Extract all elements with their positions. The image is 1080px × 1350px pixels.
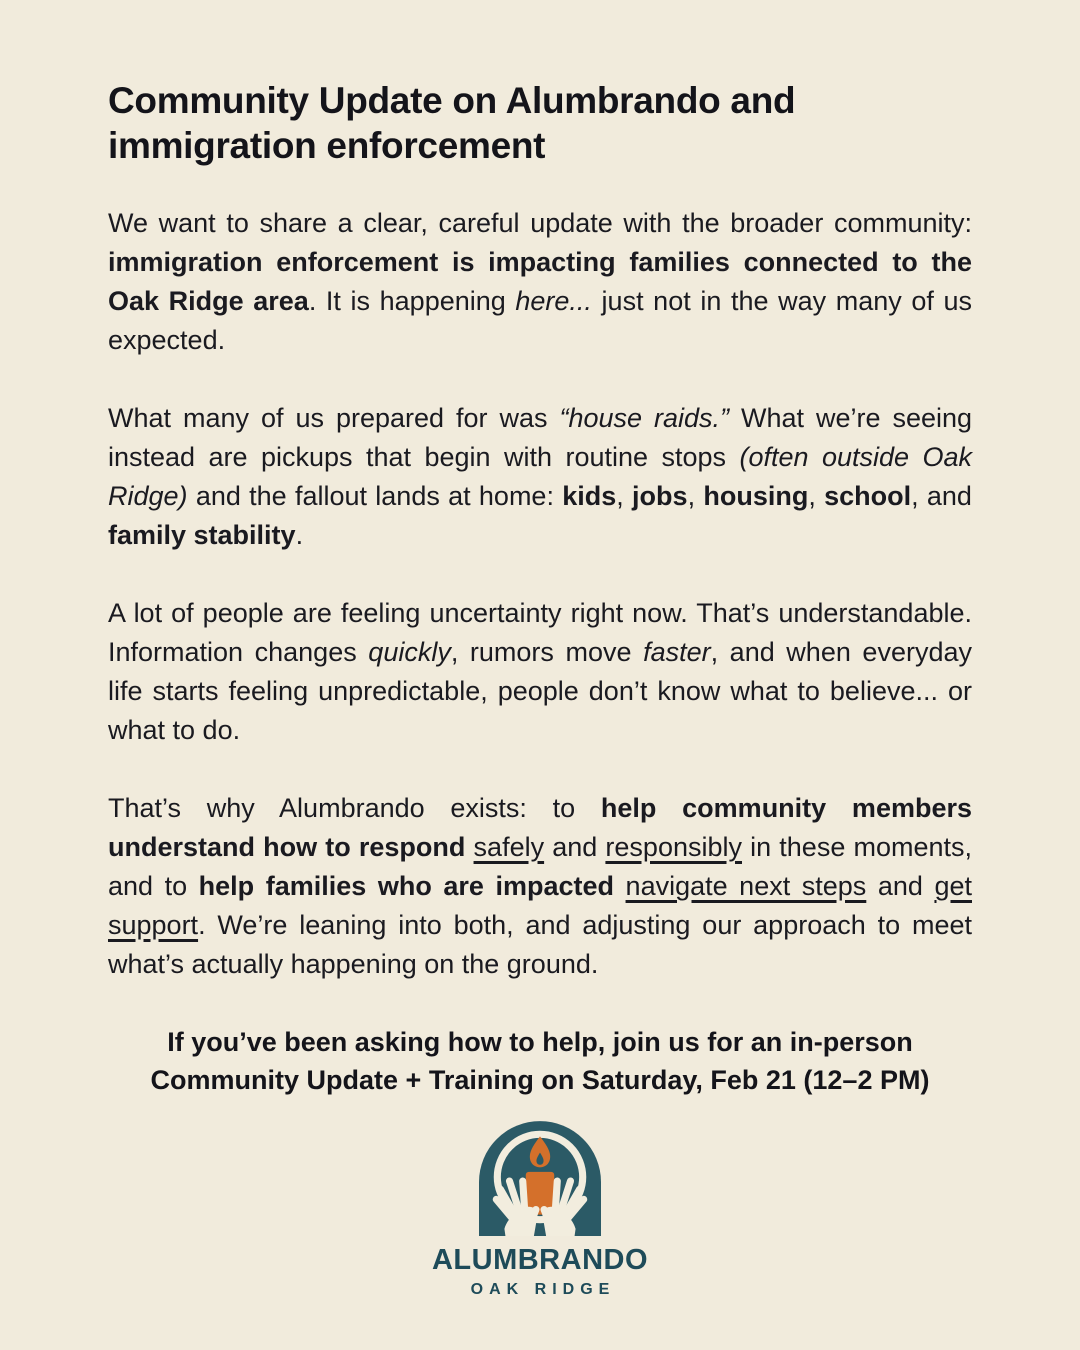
paragraph-mission: That’s why Alumbrando exists: to help community members understand how to respond safely and responsibly in these moments, and to help families who are impacted navigate next steps and get support. We’re leaning into both, and adjusting our approach to meet what’s actually happening on the ground.: [108, 793, 972, 979]
paragraph-house-raids: What many of us prepared for was “house raids.” What we’re seeing instead are pickups that begin with routine stops (often outside Oak Ridge) and the fallout lands at home: kids, jobs, housing, school, and family stability.: [108, 403, 973, 550]
logo-wordmark: ALUMBRANDO: [431, 1244, 649, 1276]
logo-location: OAK RIDGE: [470, 1281, 616, 1298]
paragraph-intro: We want to share a clear, careful update with the broader community: immigration enforcement is impacting families connected to the Oak Ridge area. It is happening here... just not in the way many of us expected.: [108, 208, 972, 355]
candle-in-hands-arch-icon: [479, 1119, 601, 1236]
paragraph-uncertainty: A lot of people are feeling uncertainty right now. That’s understandable. Information changes quickly, rumors move faster, and when everyday life starts feeling unpredictable, people don’t know what to believe... or what to do.: [108, 598, 972, 745]
page-title: Community Update on Alumbrando and immigration enforcement: [108, 80, 796, 166]
cta-event-announcement: If you’ve been asking how to help, join us for an in-person Community Update + Training on Saturday, Feb 21 (12–2 PM): [150, 1027, 930, 1095]
logo: [108, 1119, 972, 1299]
